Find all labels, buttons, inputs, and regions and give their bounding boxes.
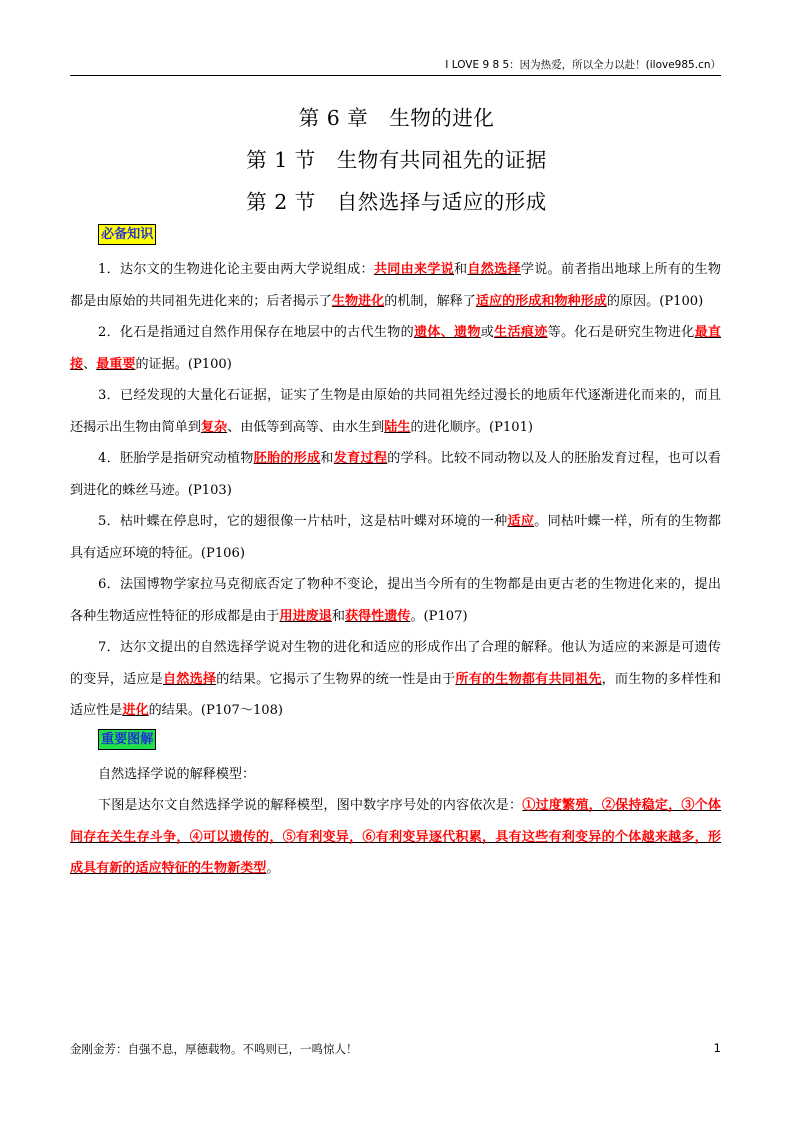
- page-number: 1: [713, 1041, 721, 1055]
- paragraph-4: 4．胚胎学是指研究动植物胚胎的形成和发育过程的学科。比较不同动物以及人的胚胎发育过程，也可以看到进化的蛛丝马迹。(P103): [70, 451, 722, 498]
- paragraph-1: 1．达尔文的生物进化论主要由两大学说组成：共同由来学说和自然选择学说。前者指出地球上所有的生物都是由原始的共同祖先进化来的；后者揭示了生物进化的机制，解释了适应的形成和物种形成的原因。(P100): [70, 262, 722, 309]
- footer-motto: 金刚金芳：自强不息，厚德载物。不鸣则已，一鸣惊人！: [70, 1042, 358, 1056]
- answer: 生物进化: [331, 293, 385, 309]
- section1-title: 第 1 节 生物有共同祖先的证据: [246, 148, 547, 172]
- answer: 最重要: [96, 356, 136, 372]
- answer: 最直接: [70, 325, 722, 372]
- page-header: [70, 57, 721, 76]
- answer: 发育过程: [333, 451, 388, 466]
- header-text: I LOVE 9 8 5：因为热爱，所以全力以赴！(ilove985.cn）: [445, 59, 721, 71]
- tag-knowledge: 必备知识: [98, 224, 156, 245]
- answer: 用进废退: [279, 608, 332, 624]
- paragraph-2: 2．化石是指通过自然作用保存在地层中的古代生物的遗体、遗物或生活痕迹等。化石是研究生物进化最直接、最重要的证据。(P100): [70, 325, 722, 372]
- paragraph-3: 3．已经发现的大量化石证据，证实了生物是由原始的共同祖先经过漫长的地质年代逐渐进化而来的，而且还揭示出生物由简单到复杂、由低等到高等、由水生到陆生的进化顺序。(P101): [70, 388, 721, 435]
- answer: 自然选择: [163, 671, 217, 687]
- title-block: [0, 97, 793, 223]
- answer: 陆生: [384, 419, 411, 435]
- paragraph-6: 6．法国博物学家拉马克彻底否定了物种不变论，提出当今所有的生物都是由更古老的生物进化来的，提出各种生物适应性特征的形成都是由于用进废退和获得性遗传。(P107): [70, 577, 721, 624]
- answer: 获得性遗传: [344, 608, 411, 624]
- answer: 生活痕迹: [494, 325, 548, 340]
- answer: 适应的形成和物种形成: [475, 293, 607, 309]
- paragraph-8: 自然选择学说的解释模型：: [98, 766, 256, 782]
- answer: ①过度繁殖，②保持稳定，③个体间存在关生存斗争，④可以遗传的，⑤有利变异，⑥有利变异逐代积累，具有这些有利变异的个体越来越多，形成具有新的适应特征的生物新类型: [70, 798, 721, 876]
- tag-diagram: 重要图解: [98, 729, 156, 750]
- answer: 自然选择: [467, 262, 521, 277]
- answer: 复杂: [200, 419, 228, 435]
- answer: 胚胎的形成: [253, 451, 321, 466]
- answer: 共同由来学说: [373, 262, 455, 277]
- answer: 遗体、遗物: [413, 325, 481, 340]
- paragraph-9: 下图是达尔文自然选择学说的解释模型，图中数字序号处的内容依次是：①过度繁殖，②保持稳定，③个体间存在关生存斗争，④可以遗传的，⑤有利变异，⑥有利变异逐代积累，具有这些有利变异的个体越来越多，形成具有新的适应特征的生物新类型。: [70, 798, 721, 876]
- content: [70, 224, 721, 885]
- answer: 进化: [122, 703, 149, 718]
- page-footer: [70, 1041, 721, 1057]
- answer: 所有的生物都有共同祖先: [455, 671, 602, 687]
- answer: 适应: [507, 514, 535, 529]
- paragraph-5: 5．枯叶蝶在停息时，它的翅很像一片枯叶，这是枯叶蝶对环境的一种适应。同枯叶蝶一样，所有的生物都具有适应环境的特征。(P106): [70, 514, 722, 561]
- chapter-title: 第 6 章 生物的进化: [298, 106, 495, 130]
- section2-title: 第 2 节 自然选择与适应的形成: [246, 190, 547, 214]
- paragraph-7: 7．达尔文提出的自然选择学说对生物的进化和适应的形成作出了合理的解释。他认为适应的来源是可遗传的变异，适应是自然选择的结果。它揭示了生物界的统一性是由于所有的生物都有共同祖先，而生物的多样性和适应性是进化的结果。(P107～108): [70, 640, 722, 718]
